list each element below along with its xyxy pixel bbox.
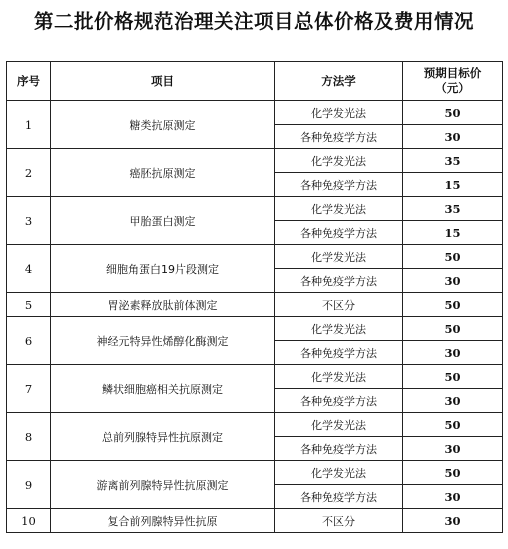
item-name: 胃泌素释放肽前体测定 (51, 293, 275, 317)
item-name: 癌胚抗原测定 (51, 149, 275, 197)
target-price: 15 (403, 221, 503, 245)
method-name: 各种免疫学方法 (275, 173, 403, 197)
target-price: 50 (403, 245, 503, 269)
method-name: 化学发光法 (275, 197, 403, 221)
target-price: 50 (403, 365, 503, 389)
item-name: 甲胎蛋白测定 (51, 197, 275, 245)
target-price: 50 (403, 461, 503, 485)
target-price: 50 (403, 413, 503, 437)
target-price: 50 (403, 317, 503, 341)
method-name: 各种免疫学方法 (275, 221, 403, 245)
row-number: 6 (7, 317, 51, 365)
row-number: 7 (7, 365, 51, 413)
method-name: 化学发光法 (275, 413, 403, 437)
table-row (7, 293, 503, 317)
method-name: 化学发光法 (275, 149, 403, 173)
method-name: 化学发光法 (275, 101, 403, 125)
table-row (7, 101, 503, 125)
method-name: 化学发光法 (275, 317, 403, 341)
target-price: 50 (403, 101, 503, 125)
target-price: 30 (403, 509, 503, 533)
row-number: 8 (7, 413, 51, 461)
method-name: 化学发光法 (275, 461, 403, 485)
table-header-row (7, 62, 503, 101)
table-row (7, 461, 503, 485)
table-row (7, 149, 503, 173)
table-row (7, 365, 503, 389)
header-price-line2: （元） (435, 81, 470, 95)
target-price: 30 (403, 389, 503, 413)
table-row (7, 197, 503, 221)
row-number: 1 (7, 101, 51, 149)
item-name: 总前列腺特异性抗原测定 (51, 413, 275, 461)
method-name: 化学发光法 (275, 245, 403, 269)
row-number: 3 (7, 197, 51, 245)
item-name: 复合前列腺特异性抗原 (51, 509, 275, 533)
method-name: 各种免疫学方法 (275, 485, 403, 509)
table-row (7, 317, 503, 341)
header-method: 方法学 (275, 62, 403, 101)
method-name: 化学发光法 (275, 365, 403, 389)
header-price-line1: 预期目标价 (423, 66, 482, 80)
price-table (6, 61, 503, 533)
method-name: 各种免疫学方法 (275, 341, 403, 365)
table-body (7, 101, 503, 533)
header-price (403, 62, 503, 101)
table-row (7, 245, 503, 269)
method-name: 各种免疫学方法 (275, 437, 403, 461)
item-name: 细胞角蛋白19片段测定 (51, 245, 275, 293)
document-title: 第二批价格规范治理关注项目总体价格及费用情况 (33, 10, 474, 33)
table-row (7, 509, 503, 533)
target-price: 30 (403, 341, 503, 365)
row-number: 2 (7, 149, 51, 197)
method-name: 不区分 (275, 509, 403, 533)
target-price: 30 (403, 269, 503, 293)
header-no: 序号 (7, 62, 51, 101)
target-price: 30 (403, 485, 503, 509)
method-name: 各种免疫学方法 (275, 389, 403, 413)
target-price: 35 (403, 197, 503, 221)
target-price: 50 (403, 293, 503, 317)
target-price: 30 (403, 437, 503, 461)
method-name: 不区分 (275, 293, 403, 317)
row-number: 4 (7, 245, 51, 293)
table-row (7, 413, 503, 437)
target-price: 35 (403, 149, 503, 173)
target-price: 30 (403, 125, 503, 149)
target-price: 15 (403, 173, 503, 197)
method-name: 各种免疫学方法 (275, 269, 403, 293)
item-name: 鳞状细胞癌相关抗原测定 (51, 365, 275, 413)
row-number: 5 (7, 293, 51, 317)
item-name: 游离前列腺特异性抗原测定 (51, 461, 275, 509)
row-number: 10 (7, 509, 51, 533)
method-name: 各种免疫学方法 (275, 125, 403, 149)
header-item: 项目 (51, 62, 275, 101)
item-name: 神经元特异性烯醇化酶测定 (51, 317, 275, 365)
item-name: 糖类抗原测定 (51, 101, 275, 149)
row-number: 9 (7, 461, 51, 509)
